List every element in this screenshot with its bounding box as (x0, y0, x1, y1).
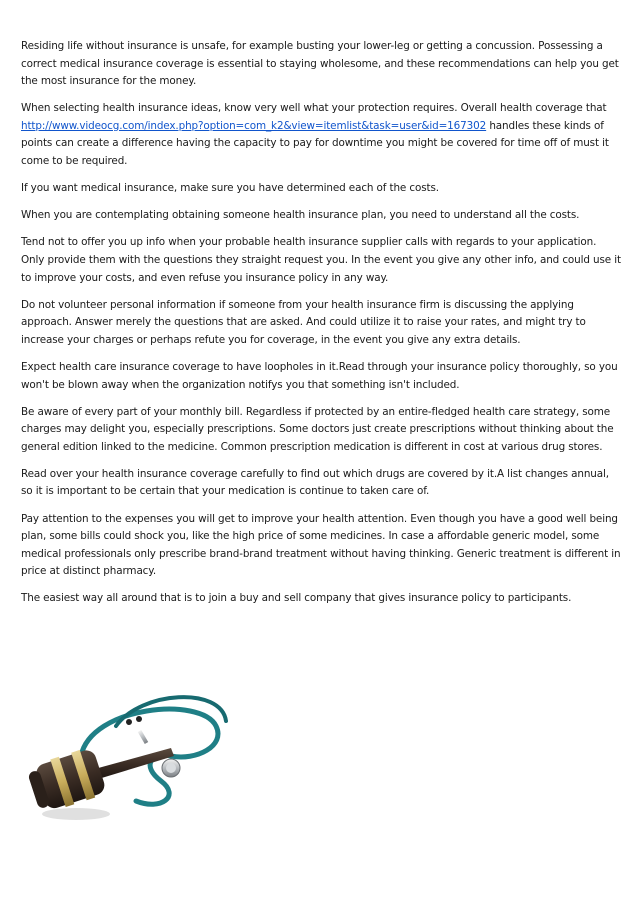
paragraph-bill: Be aware of every part of your monthly bill. Regardless if protected by an entire-fledged health care strategy, some charges may delight you, especially prescriptions. Some doctors just create prescriptions without thinking about the general edition linked to the medicine. Common prescription medication is different in cost at various drug stores. (21, 405, 614, 453)
paragraph-loopholes: Expect health care insurance coverage to have loopholes in it.Read through your insurance policy thoroughly, so you won't be blown away when the organization notifys you that something isn't included. (21, 360, 618, 391)
paragraph-expenses: Pay attention to the expenses you will get to improve your health attention. Even though you have a good well being plan, some bills could shock you, like the high price of some medicines. In case a affordable generic model, some medical professionals only prescribe brand-brand treatment without having thinking. Generic treatment is different in price at distinct pharmacy. (21, 512, 621, 578)
paragraph-link (21, 100, 621, 170)
gavel-icon (26, 746, 174, 820)
article-link[interactable]: http://www.videocg.com/index.php?option=com_k2&view=itemlist&task=user&id=167302 (21, 119, 487, 132)
paragraph-volunteer: Do not volunteer personal information if someone from your health insurance firm is discussing the applying approach. Answer merely the questions that are asked. And could utilize it to raise your rates, and might try to increase your charges or perhaps refute you for coverage, in the event you give any extra details. (21, 298, 586, 346)
paragraph-supplier: Tend not to offer you up info when your probable health insurance supplier calls with regards to your application. Only provide them with the questions they straight request you. In the event you give any other info, and could use it to improve your costs, and even refuse you insurance policy in any way. (21, 236, 621, 284)
paragraph-intro: Residing life without insurance is unsafe, for example busting your lower-leg or getting a concussion. Possessing a correct medical insurance coverage is essential to staying wholesome, and these recommendations can help you get the most insurance for the money. (21, 40, 619, 88)
paragraph-drugs: Read over your health insurance coverage carefully to find out which drugs are covered by it.A list changes annual, so it is important to be certain that your medication is continue to taken care of. (21, 467, 609, 498)
paragraph-easiest: The easiest way all around that is to join a buy and sell company that gives insurance policy to participants. (21, 592, 572, 605)
document-body (21, 38, 621, 618)
paragraph-link-before: When selecting health insurance ideas, know very well what your protection requires. Overall health coverage that (21, 102, 607, 115)
paragraph-link-after: handles these kinds of points can create a difference having the capacity to pay for downtime you might be covered for time off of must it come to be required. (21, 119, 609, 168)
paragraph-costs: If you want medical insurance, make sure you have determined each of the costs. (21, 182, 439, 195)
paragraph-contemplating: When you are contemplating obtaining someone health insurance plan, you need to understand all the costs. (21, 209, 580, 222)
gavel-stethoscope-image (21, 686, 237, 829)
